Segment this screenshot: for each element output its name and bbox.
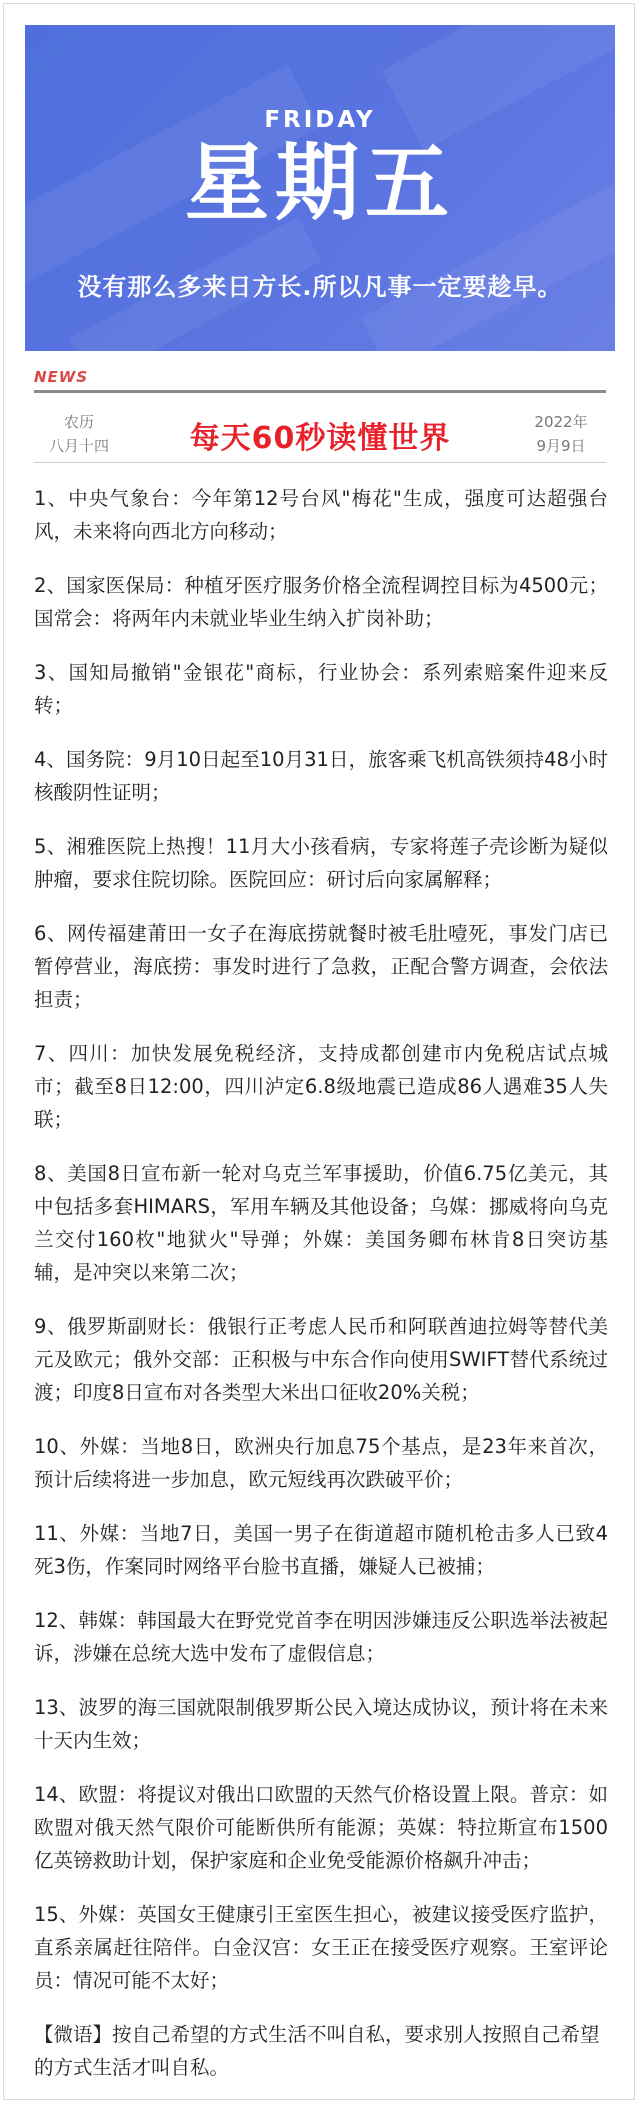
news-item: 6、网传福建莆田一女子在海底捞就餐时被毛肚噎死，事发门店已暂停营业，海底捞：事发时进行了急救，正配合警方调查，会依法担责； [34, 922, 608, 1011]
news-item: 8、美国8日宣布新一轮对乌克兰军事援助，价值6.75亿美元，其中包括多套HIMARS，军用车辆及其他设备；乌媒：挪威将向乌克兰交付160枚"地狱火"导弹；外媒：美国务卿布林肯8日突访基辅，是冲突以来第二次； [34, 1162, 608, 1284]
news-item: 4、国务院：9月10日起至10月31日，旅客乘飞机高铁须持48小时核酸阴性证明； [34, 748, 608, 804]
banner-motto: 没有那么多来日方长.所以凡事一定要趁早。 [77, 273, 563, 301]
news-item: 14、欧盟：将提议对俄出口欧盟的天然气价格设置上限。普京：如欧盟对俄天然气限价可能断供所有能源；英媒：特拉斯宣布1500亿英镑救助计划，保护家庭和企业免受能源价格飙升冲击； [34, 1783, 608, 1872]
news-item: 3、国知局撤销"金银花"商标，行业协会：系列索赔案件迎来反转； [34, 661, 608, 717]
weekday-chinese: 星期五 [184, 134, 455, 232]
news-item: 2、国家医保局：种植牙医疗服务价格全流程调控目标为4500元；国常会：将两年内未就业毕业生纳入扩岗补助； [34, 574, 608, 630]
daily-quote: 【微语】按自己希望的方式生活不叫自私，要求别人按照自己希望的方式生活才叫自私。 [34, 2023, 600, 2079]
lunar-label: 农历 [63, 413, 94, 431]
news-item: 15、外媒：英国女王健康引王室医生担心，被建议接受医疗监护，直系亲属赶往陪伴。白金汉宫：女王正在接受医疗观察。王室评论员：情况可能不太好； [34, 1903, 608, 1992]
day-banner [25, 25, 615, 351]
news-item: 9、俄罗斯副财长：俄银行正考虑人民币和阿联酋迪拉姆等替代美元及欧元；俄外交部：正积极与中东合作向使用SWIFT替代系统过渡；印度8日宣布对各类型大米出口征收20%关税； [34, 1315, 608, 1404]
page-title: 每天60秒读懂世界 [189, 421, 451, 456]
lunar-date: 八月十四 [48, 437, 109, 455]
news-label: NEWS [34, 368, 89, 386]
gregorian-date-block [516, 410, 606, 458]
news-item: 5、湘雅医院上热搜！11月大小孩看病，专家将莲子壳诊断为疑似肿瘤，要求住院切除。医院回应：研讨后向家属解释； [34, 835, 608, 891]
news-item: 1、中央气象台：今年第12号台风"梅花"生成，强度可达超强台风，未来将向西北方向移动； [34, 487, 608, 543]
news-item: 11、外媒：当地7日，美国一男子在街道超市随机枪击多人已致4死3伤，作案同时网络平台脸书直播，嫌疑人已被捕； [34, 1522, 608, 1578]
title-divider [34, 462, 606, 463]
news-item: 10、外媒：当地8日，欧洲央行加息75个基点，是23年来首次，预计后续将进一步加息，欧元短线再次跌破平价； [34, 1435, 608, 1491]
header-divider [34, 390, 606, 393]
date-day: 9月9日 [536, 437, 586, 455]
news-item: 7、四川：加快发展免税经济，支持成都创建市内免税店试点城市；截至8日12:00，四川泸定6.8级地震已造成86人遇难35人失联； [34, 1042, 608, 1131]
news-list [34, 482, 608, 2104]
news-item: 13、波罗的海三国就限制俄罗斯公民入境达成协议，预计将在未来十天内生效； [34, 1696, 608, 1752]
weekday-english: FRIDAY [264, 107, 376, 133]
date-year: 2022年 [534, 413, 588, 431]
news-item: 12、韩媒：韩国最大在野党党首李在明因涉嫌违反公职选举法被起诉，涉嫌在总统大选中发布了虚假信息； [34, 1609, 608, 1665]
